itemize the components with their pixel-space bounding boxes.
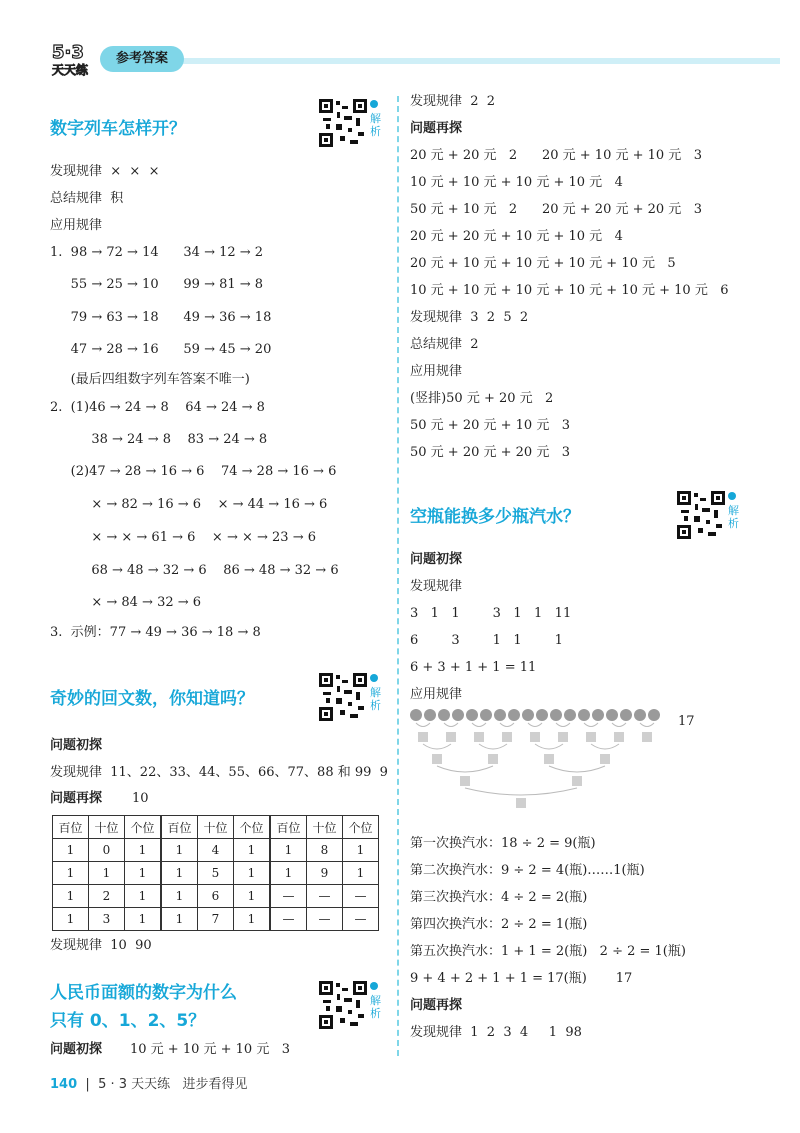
- text-line: 20 元 + 20 元 + 10 元 + 10 元 4: [410, 229, 623, 244]
- text-line: 55 → 25 → 10 99 → 81 → 8: [50, 277, 264, 292]
- qr-code-icon[interactable]: [318, 98, 368, 148]
- table-cell: 1: [161, 862, 198, 885]
- table-cell: 百位: [161, 816, 198, 839]
- play-icon: [370, 100, 378, 108]
- text-line: 20 元 + 20 元 2 20 元 + 10 元 + 10 元 3: [410, 148, 702, 163]
- table-cell: 1: [343, 839, 379, 862]
- text-line: 第一次换汽水：18 ÷ 2 = 9(瓶): [410, 836, 596, 851]
- table-row: [53, 862, 379, 885]
- text-line: 第四次换汽水：2 ÷ 2 = 1(瓶): [410, 917, 588, 932]
- header-badge: 参考答案: [100, 46, 184, 72]
- subheading-first-explore: 问题初探: [50, 1042, 103, 1057]
- table-cell: 个位: [125, 816, 162, 839]
- text-line: 50 元 + 20 元 + 10 元 3: [410, 418, 571, 433]
- page-number: 140: [50, 1077, 78, 1092]
- table-cell: —: [307, 908, 343, 931]
- text-line: 2. (1)46 → 24 → 8 64 → 24 → 8: [50, 400, 265, 415]
- subheading-re-explore: 问题再探: [410, 998, 463, 1013]
- table-cell: 1: [161, 839, 198, 862]
- text-line: 10 元 + 10 元 + 10 元 + 10 元 + 10 元 + 10 元 6: [410, 283, 729, 298]
- table-cell: 1: [234, 862, 271, 885]
- place-value-table: [52, 815, 379, 931]
- subheading-re-explore: 问题再探: [50, 791, 103, 806]
- qr-label: 解析: [370, 994, 381, 1020]
- text-line: 20 元 + 10 元 + 10 元 + 10 元 + 10 元 5: [410, 256, 676, 271]
- table-cell: 8: [307, 839, 343, 862]
- table-cell: 1: [125, 908, 162, 931]
- play-icon: [728, 492, 736, 500]
- brand-logo-icon: [50, 38, 96, 78]
- table-cell: 十位: [307, 816, 343, 839]
- table-cell: 个位: [343, 816, 379, 839]
- table-cell: 1: [270, 862, 307, 885]
- text-line: 第五次换汽水：1 + 1 = 2(瓶) 2 ÷ 2 = 1(瓶): [410, 944, 686, 959]
- table-row: [53, 839, 379, 862]
- table-cell: 1: [53, 908, 89, 931]
- section-title-palindrome: 奇妙的回文数，你知道吗？: [50, 689, 254, 709]
- qr-code-icon[interactable]: [676, 490, 726, 540]
- text-line: (2)47 → 28 → 16 → 6 74 → 28 → 16 → 6: [50, 464, 337, 479]
- text-line: 应用规律: [50, 218, 103, 233]
- text-line: 47 → 28 → 16 59 → 45 → 20: [50, 342, 272, 357]
- text-line: × → × → 61 → 6 × → × → 23 → 6: [50, 530, 316, 545]
- table-cell: —: [307, 885, 343, 908]
- table-cell: 1: [161, 885, 198, 908]
- text-line: 3 1 1 3 1 1 11: [410, 606, 572, 621]
- text-line: 应用规律: [410, 687, 463, 702]
- text-line: (竖排)50 元 + 20 元 2: [410, 391, 554, 406]
- text-line: 9 + 4 + 2 + 1 + 1 = 17(瓶) 17: [410, 971, 633, 986]
- section-title-rmb-1: 人民币面额的数字为什么: [50, 983, 237, 1003]
- qr-code-icon[interactable]: [318, 672, 368, 722]
- table-cell: —: [270, 885, 307, 908]
- table-row: [53, 816, 379, 839]
- footer-brand: 5 · 3 天天练: [98, 1077, 171, 1092]
- table-cell: 2: [89, 885, 125, 908]
- text-line: 发现规律 10 90: [50, 938, 152, 953]
- section-title-number-train: 数字列车怎样开？: [50, 119, 186, 139]
- table-cell: 个位: [234, 816, 271, 839]
- text-line: 总结规律 2: [410, 337, 479, 352]
- table-cell: 4: [198, 839, 234, 862]
- text-line: 第三次换汽水：4 ÷ 2 = 2(瓶): [410, 890, 588, 905]
- table-cell: 百位: [270, 816, 307, 839]
- text-line: 应用规律: [410, 364, 463, 379]
- table-cell: 1: [234, 839, 271, 862]
- table-cell: 3: [89, 908, 125, 931]
- text-line: 6 + 3 + 1 + 1 = 11: [410, 660, 537, 675]
- text-line: 6 3 1 1 1: [410, 633, 563, 648]
- play-icon: [370, 674, 378, 682]
- column-divider: [397, 96, 399, 1056]
- text-line: 发现规律 2 2: [410, 94, 496, 109]
- section-title-rmb-2: 只有 0、1、2、5？: [50, 1011, 206, 1031]
- text-line: 1. 98 → 72 → 14 34 → 12 → 2: [50, 245, 264, 260]
- subheading-re-explore: 问题再探: [410, 121, 463, 136]
- footer-slogan: 进步看得见: [182, 1077, 248, 1092]
- text-line: 10 元 + 10 元 + 10 元 + 10 元 4: [410, 175, 623, 190]
- text-line: × → 82 → 16 → 6 × → 44 → 16 → 6: [50, 497, 328, 512]
- qr-label: 解析: [728, 504, 739, 530]
- page-footer: 140 | 5 · 3 天天练 进步看得见: [50, 1077, 248, 1092]
- table-cell: —: [270, 908, 307, 931]
- table-cell: 百位: [53, 816, 89, 839]
- table-row: [53, 908, 379, 931]
- table-cell: 1: [125, 839, 162, 862]
- table-cell: —: [343, 885, 379, 908]
- table-cell: 1: [234, 885, 271, 908]
- text-line: 发现规律 11、22、33、44、55、66、77、88 和 99 9: [50, 765, 388, 780]
- table-cell: 十位: [198, 816, 234, 839]
- table-cell: 7: [198, 908, 234, 931]
- text-line: 发现规律 3 2 5 2: [410, 310, 529, 325]
- table-cell: 6: [198, 885, 234, 908]
- text-line: 3. 示例：77 → 49 → 36 → 18 → 8: [50, 625, 261, 640]
- table-cell: —: [343, 908, 379, 931]
- text-line: 第二次换汽水：9 ÷ 2 = 4(瓶)……1(瓶): [410, 863, 645, 878]
- text-line: 68 → 48 → 32 → 6 86 → 48 → 32 → 6: [50, 563, 339, 578]
- table-cell: 十位: [89, 816, 125, 839]
- text-line: 79 → 63 → 18 49 → 36 → 18: [50, 310, 272, 325]
- bottle-count: 17: [678, 714, 695, 729]
- text-line: (最后四组数字列车答案不唯一): [50, 372, 250, 387]
- table-cell: 1: [343, 862, 379, 885]
- table-cell: 5: [198, 862, 234, 885]
- text-line: 发现规律 × × ×: [50, 164, 160, 179]
- table-cell: 1: [125, 862, 162, 885]
- table-cell: 1: [89, 862, 125, 885]
- svg-text:5·3: 5·3: [52, 42, 84, 63]
- table-cell: 1: [53, 862, 89, 885]
- section-title-bottles: 空瓶能换多少瓶汽水？: [410, 507, 580, 527]
- table-cell: 1: [125, 885, 162, 908]
- text-line: 10: [132, 791, 149, 806]
- table-cell: 1: [234, 908, 271, 931]
- text-line: 发现规律 1 2 3 4 1 98: [410, 1025, 582, 1040]
- play-icon: [370, 982, 378, 990]
- table-cell: 1: [53, 885, 89, 908]
- bottle-exchange-diagram: [410, 708, 670, 826]
- subheading-first-explore: 问题初探: [410, 552, 463, 567]
- text-line: 10 元 + 10 元 + 10 元 3: [130, 1042, 291, 1057]
- qr-label: 解析: [370, 686, 381, 712]
- table-cell: 1: [270, 839, 307, 862]
- text-line: 50 元 + 20 元 + 20 元 3: [410, 445, 571, 460]
- svg-text:天天练: 天天练: [52, 63, 89, 77]
- table-row: [53, 885, 379, 908]
- text-line: 38 → 24 → 8 83 → 24 → 8: [50, 432, 268, 447]
- table-cell: 1: [161, 908, 198, 931]
- text-line: 50 元 + 10 元 2 20 元 + 20 元 + 20 元 3: [410, 202, 702, 217]
- header-rule: [180, 58, 780, 64]
- text-line: 发现规律: [410, 579, 463, 594]
- subheading-first-explore: 问题初探: [50, 738, 103, 753]
- qr-label: 解析: [370, 112, 381, 138]
- table-cell: 9: [307, 862, 343, 885]
- table-cell: 1: [53, 839, 89, 862]
- text-line: × → 84 → 32 → 6: [50, 595, 202, 610]
- text-line: 总结规律 积: [50, 191, 124, 206]
- table-cell: 0: [89, 839, 125, 862]
- qr-code-icon[interactable]: [318, 980, 368, 1030]
